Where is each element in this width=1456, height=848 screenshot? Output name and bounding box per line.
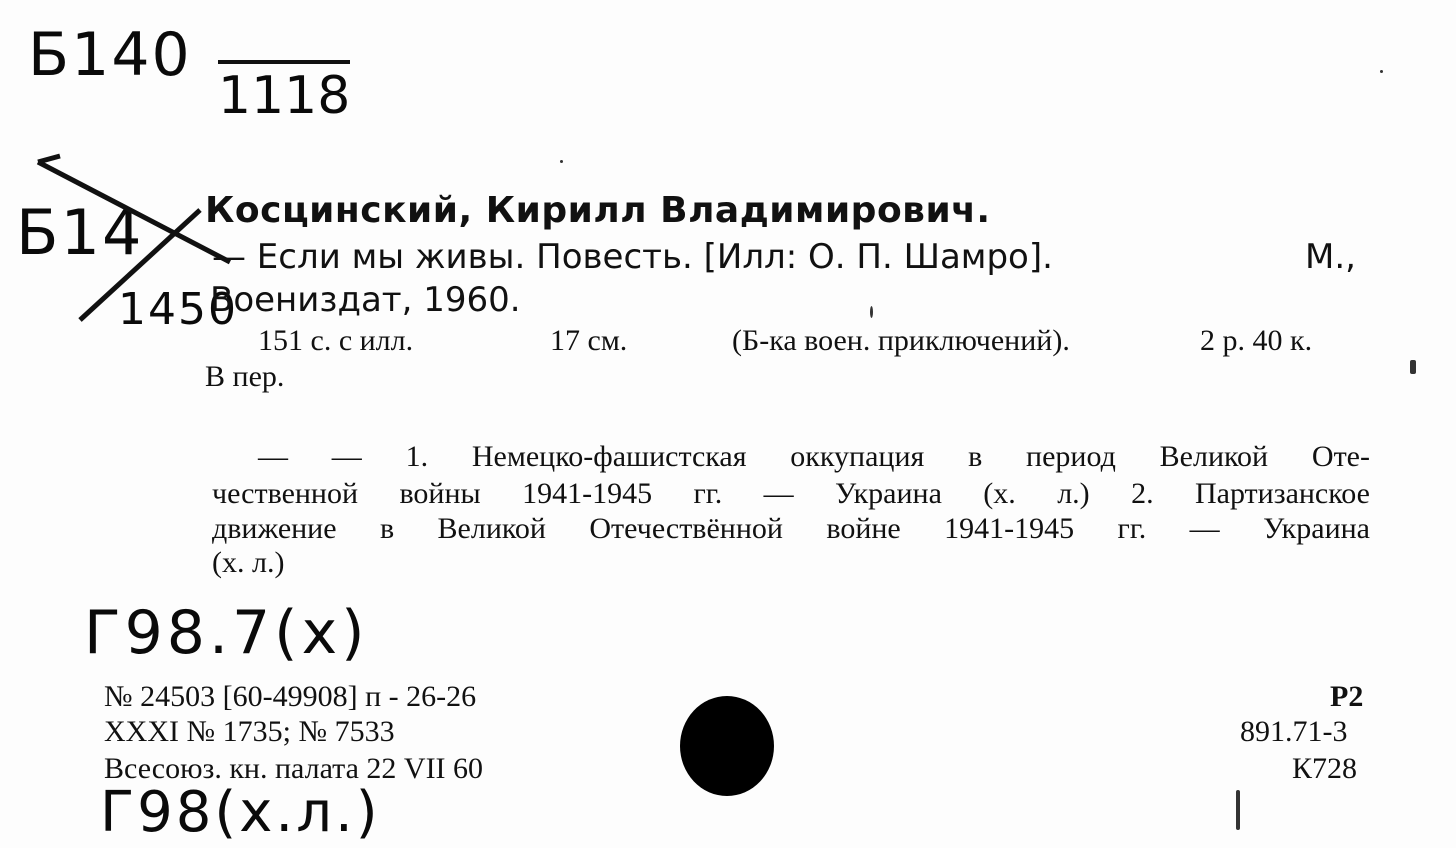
place-of-publication: М., <box>1305 237 1356 277</box>
subject-line-1: — — 1. Немецко-фашистская оккупация в период Великой Оте- <box>258 440 1370 473</box>
binding-note: В пер. <box>205 360 285 393</box>
collation-pages: 151 с. с илл. <box>258 324 414 357</box>
scan-speck <box>1380 70 1383 73</box>
footer-author-mark: К728 <box>1292 752 1358 785</box>
publisher-line: Воениздат, 1960. <box>210 280 521 320</box>
scan-speck <box>1236 790 1240 830</box>
author-heading: Косцинский, Кирилл Владимирович. <box>205 190 991 231</box>
footer-registry: XXXI № 1735; № 7533 <box>104 715 395 748</box>
title-line: — Если мы живы. Повесть. [Илл: О. П. Шамро]. <box>212 237 1053 277</box>
handwritten-left-number: 1450 <box>118 284 238 335</box>
footer-udc: 891.71-3 <box>1240 715 1348 748</box>
scan-speck <box>560 160 563 163</box>
scan-speck <box>870 306 873 318</box>
handwritten-left-code: Б14 <box>16 196 144 269</box>
subject-line-2: чественной войны 1941-1945 гг. — Украина (х. л.) 2. Партизанское <box>212 477 1370 510</box>
footer-record-number: № 24503 [60-49908] п - 26-26 <box>104 680 477 713</box>
handwritten-class-mark-2: Г98(х.л.) <box>100 780 381 845</box>
scan-speck <box>1410 360 1416 374</box>
subject-line-3: движение в Великой Отечествённой войне 1941-1945 гг. — Украина <box>212 512 1370 545</box>
price: 2 р. 40 к. <box>1200 324 1313 357</box>
handwritten-class-mark-1: Г98.7(х) <box>84 598 369 668</box>
subject-line-4: (х. л.) <box>212 546 285 579</box>
footer-index-r2: Р2 <box>1330 680 1364 713</box>
handwritten-top-code: Б140 <box>28 20 192 90</box>
punch-hole <box>680 696 774 796</box>
cross-out-mark <box>30 150 240 340</box>
footer-chamber-date: Всесоюз. кн. палата 22 VII 60 <box>104 752 484 785</box>
collation-series: (Б-ка воен. приключений). <box>732 324 1070 357</box>
handwritten-top-code-suffix: 1118 <box>218 60 350 126</box>
collation-size: 17 см. <box>550 324 628 357</box>
